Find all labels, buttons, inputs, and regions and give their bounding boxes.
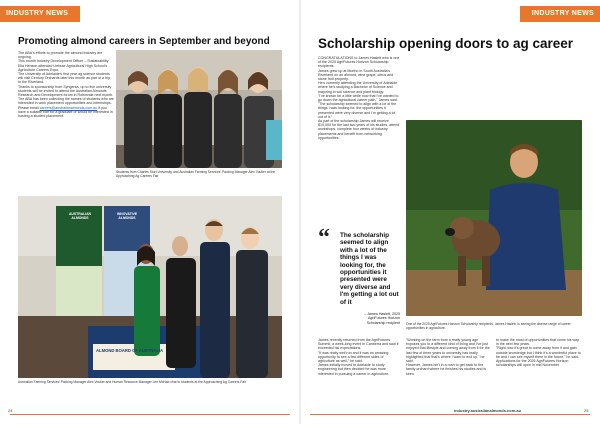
right-article-col3-bottom: to make the most of opportunities that come his way in the next few years. "Right now it's great to come away from it and gain outside knowledge but I think it's a wonderful place to be and I can see myself there in the future," he said. Applications for the 2026 AgriFutures Horizon scholarships will open in mid November. <box>496 338 581 368</box>
almond-board-sign: ALMOND BOARD OF AUSTRALIA <box>96 348 164 353</box>
pull-quote: The scholarship seemed to align with a lot of the things I was looking for, the opportunities it presented were very diverse and I'm getting a lot out of it <box>340 232 399 306</box>
students-group-photo <box>116 50 282 168</box>
left-article-title: Promoting almond careers in September and beyond <box>18 36 270 47</box>
left-article-body <box>18 51 114 185</box>
quote-mark-icon: “ <box>318 225 330 251</box>
almond-stand-photo <box>18 196 282 378</box>
left-body-part-1: The ABA's efforts to promote the almond industry are ongoing. This month Industry Development Officer – Sustainability Ella Henson attended Urrbrae Agricultural High School's Agriculture Careers Expo. The University of Adelaide's first year ag science students will visit Century Orchards later this month as part of a trip to the Riverland. Thanks to sponsorship from Syngenta, up to five university students will be invited to attend the Australian Almonds Research and Development forum in Robinvale next month. The ABA has been collecting the names of students who are interested in work placement opportunities and internships. Please email <box>18 51 114 110</box>
careers-email-link[interactable]: careers@australianalmonds.com.au <box>39 105 98 110</box>
students-photo-caption: Students from Charles Sturt University and Australian Farming Services' Packing Manager Alex Voutier at the Approaching Ag Careers Fair <box>116 170 276 178</box>
footer-url[interactable]: industry.australianalmonds.com.au <box>454 408 522 413</box>
page-number-right: 25 <box>584 408 589 413</box>
banner-sign-left: AUSTRALIAN ALMONDS <box>68 212 92 220</box>
footer-rule-left <box>10 414 290 415</box>
right-article-col1-bottom: James recently returned from the AgriFutures Summit, a week-long event in Canberra and said it exceeded his expectations. "It was really well run and it was an amazing opportunity to see a few different sides of agriculture as well," he said. James initially moved to Adelaide to study engineering but then decided he was more interested in pursuing a career in agriculture. <box>318 338 399 376</box>
section-tab-left: INDUSTRY NEWS <box>0 6 80 22</box>
banner-sign-right: INNOVATIVE ALMONDS <box>116 212 138 220</box>
james-photo-caption: One of the 2025 AgriFutures Horizon Scholarship recipients, James Haslett, is seeing the diverse range of career opportunities in agriculture. <box>406 322 571 330</box>
pull-quote-attribution: – James Haslett, 2025 AgriFutures Horizon Scholarship recipient <box>364 312 400 325</box>
right-article-col2-bottom: "Working on the farm from a really young age exposes you to a different kind of living and I've just enjoyed that lifestyle and coming away from it for the last few of three years to university has really highlighted that that's where I want to end up," he said. However, James isn't in a rush to get back to the family orchard where he finishes his studies and is keen <box>406 338 490 376</box>
james-haslett-photo <box>406 120 582 316</box>
right-article-title: Scholarship opening doors to ag career <box>318 36 574 51</box>
stand-photo-caption: Australian Farming Services' Packing Manager Alex Voutier and Human Resource Manager Lee McNab chat to students at the Approaching Ag Careers Fair <box>18 380 247 384</box>
left-body-part-2: if you have a suitable role for a graduate or would be interested in hosting a student placement. <box>18 105 113 119</box>
footer-rule-right <box>310 414 590 415</box>
right-article-intro: CONGRATULATIONS to James Haslett who is one of the 2025 AgriFutures Horizon Scholarship recipients. James grew up at Murtho in South Australia's Riverland on an almond, wine grape, citrus and stone fruit property. He's currently attending the University of Adelaide where he's studying a Bachelor of Science and majoring in soil science and plant biology. "I've known for a little while now that I've wanted to go down the agricultural career path," James said. "The scholarship seemed to align with a lot of the things I was looking for, the opportunities it presented were very diverse and I'm getting a lot out of it." As part of the scholarship James will receive $10,000 for the last two years of his studies, attend workshops, complete four weeks of industry placements and benefit from networking opportunities. <box>318 56 400 140</box>
page-gutter <box>299 0 301 424</box>
section-tab-right: INDUSTRY NEWS <box>520 6 600 22</box>
page-number-left: 24 <box>8 408 13 413</box>
